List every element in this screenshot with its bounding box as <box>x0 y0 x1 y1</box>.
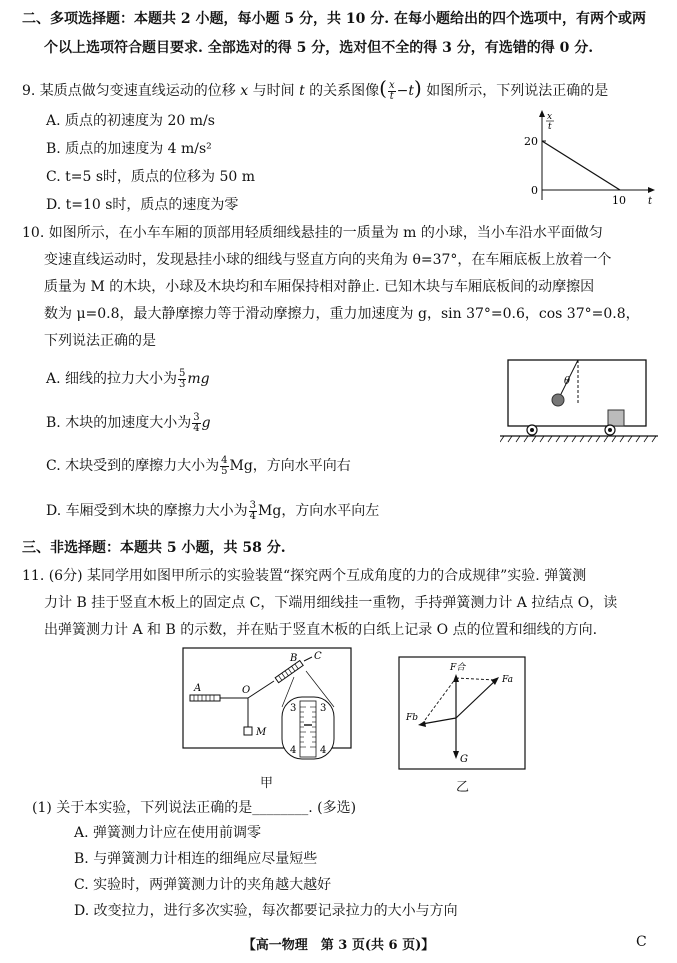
figure-b-caption: 乙 <box>456 780 470 795</box>
scale-label-3-right: 3 <box>320 703 327 714</box>
theta-label: θ <box>564 376 571 387</box>
q10-cart-figure <box>500 356 660 448</box>
q9-option-c: C. t=5 s时，质点的位移为 50 m <box>46 169 256 185</box>
q9-y-arrow <box>539 110 545 117</box>
section3-heading: 三、非选择题：本题共 5 小题，共 58 分. <box>22 540 286 556</box>
spring-scale-a <box>190 695 220 701</box>
q11-option-c: C. 实验时，两弹簧测力计的夹角越大越好 <box>74 877 332 893</box>
q10-option-a: A. 细线的拉力大小为 $\frac{5}{3}$ mg <box>46 367 210 390</box>
q9-y-label-den: t <box>548 122 552 132</box>
q9-option-d: D. t=10 s时，质点的速度为零 <box>46 197 239 213</box>
q10-stem-line1: 10. 如图所示，在小车车厢的顶部用轻质细线悬挂的一质量为 m 的小球，当小车沿水平面做匀 <box>22 225 603 241</box>
q11-option-a: A. 弹簧测力计应在使用前调零 <box>74 825 262 841</box>
page-footer: 【高一物理 第 3 页(共 6 页)】 <box>242 938 435 953</box>
dashed-fb-fr <box>422 678 456 724</box>
section2-heading-line2: 个以上选项符合题目要求. 全部选对的得 5 分，选对但不全的得 3 分，有选错的得 0 分. <box>44 40 594 56</box>
scale-label-3-left: 3 <box>290 703 297 714</box>
label-m: M <box>256 727 267 738</box>
label-fa: Fa <box>502 675 513 685</box>
q9-x-arrow <box>648 187 655 193</box>
q10-stem-line3: 质量为 M 的木块，小球及木块均和车厢保持相对静止. 已知木块与车厢底板间的动摩擦因 <box>44 279 595 295</box>
q11-figure-a <box>182 647 354 765</box>
q9-x-label: t <box>648 196 653 207</box>
label-o: O <box>242 685 251 696</box>
q9-stem: 9. 某质点做匀变速直线运动的位移 x 与时间 t 的关系图像( $\frac{x}{t}$ −t) 如图所示，下列说法正确的是 <box>22 76 609 102</box>
q9-y-tick-label: 20 <box>524 135 538 148</box>
q10-stem-line4: 数为 μ=0.8，最大静摩擦力等于滑动摩擦力，重力加速度为 g，sin 37°=0.6，cos 37°=0.8， <box>44 306 640 322</box>
label-b: B <box>290 653 298 664</box>
scale-label-4-left: 4 <box>290 745 297 756</box>
q11-option-d: D. 改变拉力，进行多次实验，每次都要记录拉力的大小与方向 <box>74 903 458 919</box>
q9-graph <box>520 108 660 208</box>
vector-fa <box>456 680 496 718</box>
cart-body <box>508 360 646 426</box>
q10-stem-line5: 下列说法正确的是 <box>44 333 156 349</box>
q9-y-label-num: x <box>547 112 553 122</box>
q10-option-c: C. 木块受到的摩擦力大小为 $\frac{4}{5}$ Mg，方向水平向右 <box>46 454 351 477</box>
dashed-fa-fr <box>456 678 496 680</box>
q9-option-b: B. 质点的加速度为 4 m/s² <box>46 141 212 157</box>
q9-x-tick-label: 10 <box>612 194 626 207</box>
figure-a-caption: 甲 <box>260 776 274 791</box>
label-c: C <box>314 651 322 662</box>
scale-label-4-right: 4 <box>320 745 327 756</box>
label-fb: Fb <box>406 713 419 723</box>
q11-stem-line1: 11. (6分) 某同学用如图甲所示的实验装置“探究两个互成角度的力的合成规律”实验. 弹簧测 <box>22 568 587 584</box>
label-a: A <box>194 683 202 694</box>
q9-option-a: A. 质点的初速度为 20 m/s <box>46 113 215 129</box>
q11-sub1: (1) 关于本实验，下列说法正确的是________. (多选) <box>32 800 357 816</box>
q10-option-d: D. 车厢受到木块的摩擦力大小为 $\frac{3}{4}$ Mg，方向水平向左 <box>46 499 380 522</box>
q9-origin-label: 0 <box>531 184 538 197</box>
q11-figure-b <box>398 656 528 774</box>
q11-stem-line2: 力计 B 挂于竖直木板上的固定点 C，下端用细线挂一重物，手持弹簧测力计 A 拉结点 O，读 <box>44 595 618 611</box>
q11-stem-line3: 出弹簧测力计 A 和 B 的示数，并在贴于竖直木板的白纸上记录 O 点的位置和细线的方向. <box>44 622 598 638</box>
wooden-block <box>608 410 624 426</box>
q9-data-line <box>542 141 620 190</box>
q11-option-b: B. 与弹簧测力计相连的细绳应尽量短些 <box>74 851 318 867</box>
section2-heading-line1: 二、多项选择题：本题共 2 小题，每小题 5 分，共 10 分. 在每小题给出的四个选项中，有两个或两 <box>22 11 646 27</box>
q10-stem-line2: 变速直线运动时，发现悬挂小球的细线与竖直方向的夹角为 θ=37°，在车厢底板上放着一个 <box>44 252 612 268</box>
label-f-resultant: F合 <box>450 663 466 673</box>
label-g: G <box>460 754 468 765</box>
mass-m <box>244 727 252 735</box>
pendulum-ball <box>552 394 564 406</box>
paper-code: C <box>636 934 647 950</box>
q10-option-b: B. 木块的加速度大小为 $\frac{3}{4}$ g <box>46 411 211 434</box>
vector-fb <box>422 718 456 724</box>
